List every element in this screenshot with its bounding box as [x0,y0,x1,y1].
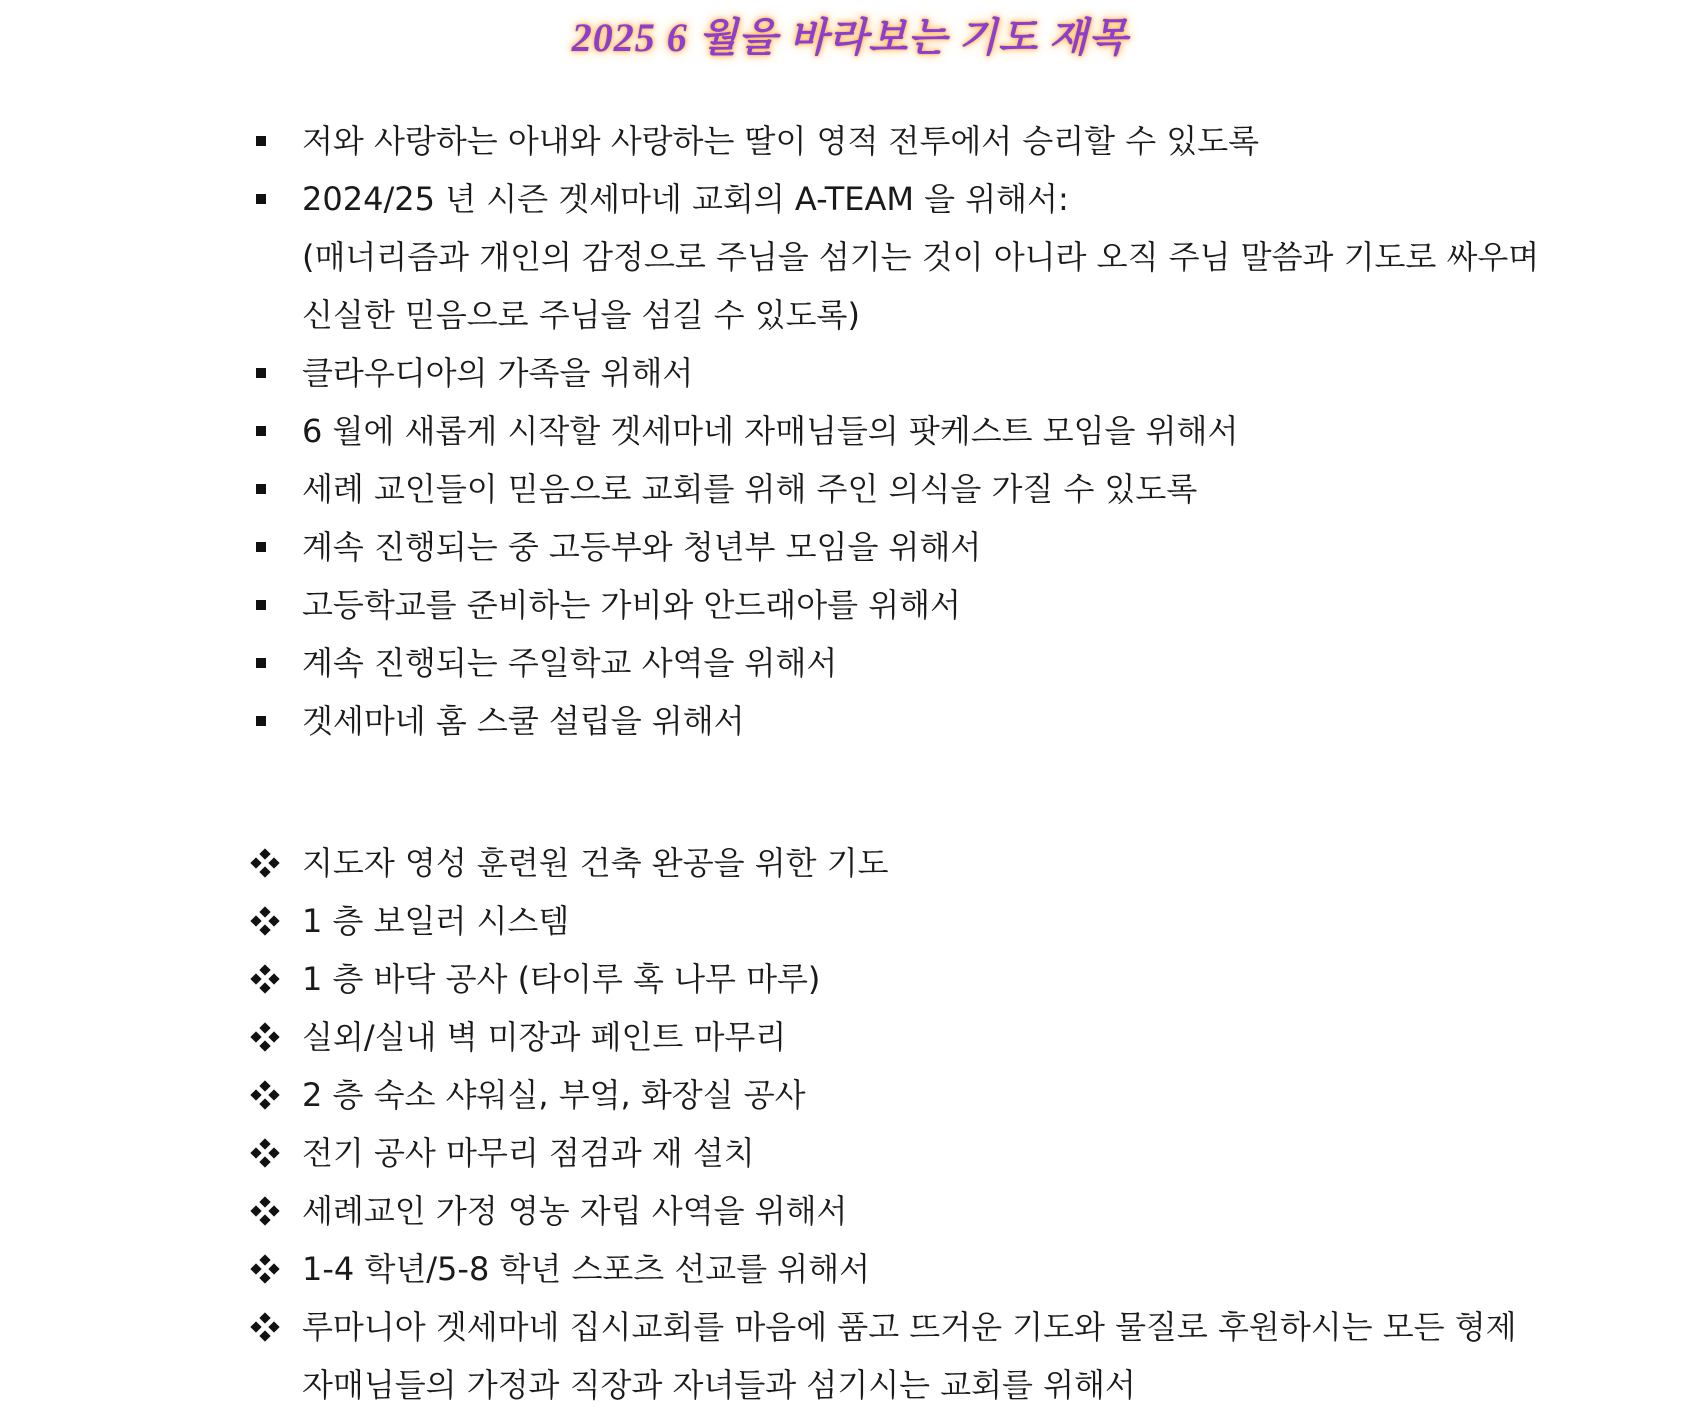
four-diamond-bullet-icon [252,1256,278,1282]
list-item [0,1066,1700,1124]
list-item-text: 클라우디아의 가족을 위해서 [302,354,694,392]
four-diamond-bullet-icon [252,850,278,876]
list-item [0,1008,1700,1066]
list-item-text: 고등학교를 준비하는 가비와 안드래아를 위해서 [302,586,961,624]
list-item-text: 세례 교인들이 믿음으로 교회를 위해 주인 의식을 가질 수 있도록 [302,470,1198,508]
list-item-text: 1 층 보일러 시스템 [302,902,570,940]
list-item [0,834,1700,892]
list-item [0,634,1700,692]
square-bullet-icon [256,600,266,610]
list-item-text: 저와 사랑하는 아내와 사랑하는 딸이 영적 전투에서 승리할 수 있도록 [302,122,1260,160]
square-bullet-icon [256,542,266,552]
four-diamond-bullet-icon [252,908,278,934]
square-bullet-icon [256,716,266,726]
square-bullet-icon [256,426,266,436]
list-item-text: 2024/25 년 시즌 겟세마네 교회의 A-TEAM 을 위해서: [302,180,1069,218]
list-item [0,1124,1700,1182]
list-item-text: 지도자 영성 훈련원 건축 완공을 위한 기도 [302,844,889,882]
list-item-text: 계속 진행되는 주일학교 사역을 위해서 [302,644,838,682]
list-item [0,1240,1700,1298]
list-item [0,518,1700,576]
square-bullet-icon [256,484,266,494]
four-diamond-bullet-icon [252,966,278,992]
four-diamond-bullet-icon [252,1082,278,1108]
list-item-text: 루마니아 겟세마네 집시교회를 마음에 품고 뜨거운 기도와 물질로 후원하시는 모든 형제 자매님들의 가정과 직장과 자녀들과 섬기시는 교회를 위해서 [302,1308,1517,1404]
list-item [0,402,1700,460]
list-item [0,1298,1700,1414]
list-item [0,576,1700,634]
list-item [0,112,1700,170]
list-item [0,460,1700,518]
list-item-continuation: (매너리즘과 개인의 감정으로 주님을 섬기는 것이 아니라 오직 주님 말씀과 기도로 싸우며 신실한 믿음으로 주님을 섬길 수 있도록) [302,238,1540,334]
list-item-text: 1 층 바닥 공사 (타이루 혹 나무 마루) [302,960,821,998]
page-title: 2025 6 월을 바라보는 기도 재목 [571,15,1129,60]
prayer-list [0,112,1700,750]
list-item [0,1182,1700,1240]
square-bullet-icon [256,136,266,146]
list-item-text: 2 층 숙소 샤워실, 부엌, 화장실 공사 [302,1076,806,1114]
list-item-text: 1-4 학년/5-8 학년 스포츠 선교를 위해서 [302,1250,871,1288]
list-item [0,344,1700,402]
four-diamond-bullet-icon [252,1024,278,1050]
list-item [0,892,1700,950]
square-bullet-icon [256,658,266,668]
list-item-text: 세례교인 가정 영농 자립 사역을 위해서 [302,1192,848,1230]
list-item-text: 계속 진행되는 중 고등부와 청년부 모임을 위해서 [302,528,982,566]
list-item [0,170,1700,344]
square-bullet-icon [256,194,266,204]
four-diamond-bullet-icon [252,1198,278,1224]
list-item-text: 6 월에 새롭게 시작할 겟세마네 자매님들의 팟케스트 모임을 위해서 [302,412,1239,450]
construction-list [0,834,1700,1414]
list-item-text: 전기 공사 마무리 점검과 재 설치 [302,1134,755,1172]
four-diamond-bullet-icon [252,1140,278,1166]
list-item [0,692,1700,750]
four-diamond-bullet-icon [252,1314,278,1340]
list-item [0,950,1700,1008]
list-item-text: 겟세마네 홈 스쿨 설립을 위해서 [302,702,745,740]
square-bullet-icon [256,368,266,378]
list-item-text: 실외/실내 벽 미장과 페인트 마무리 [302,1018,787,1056]
